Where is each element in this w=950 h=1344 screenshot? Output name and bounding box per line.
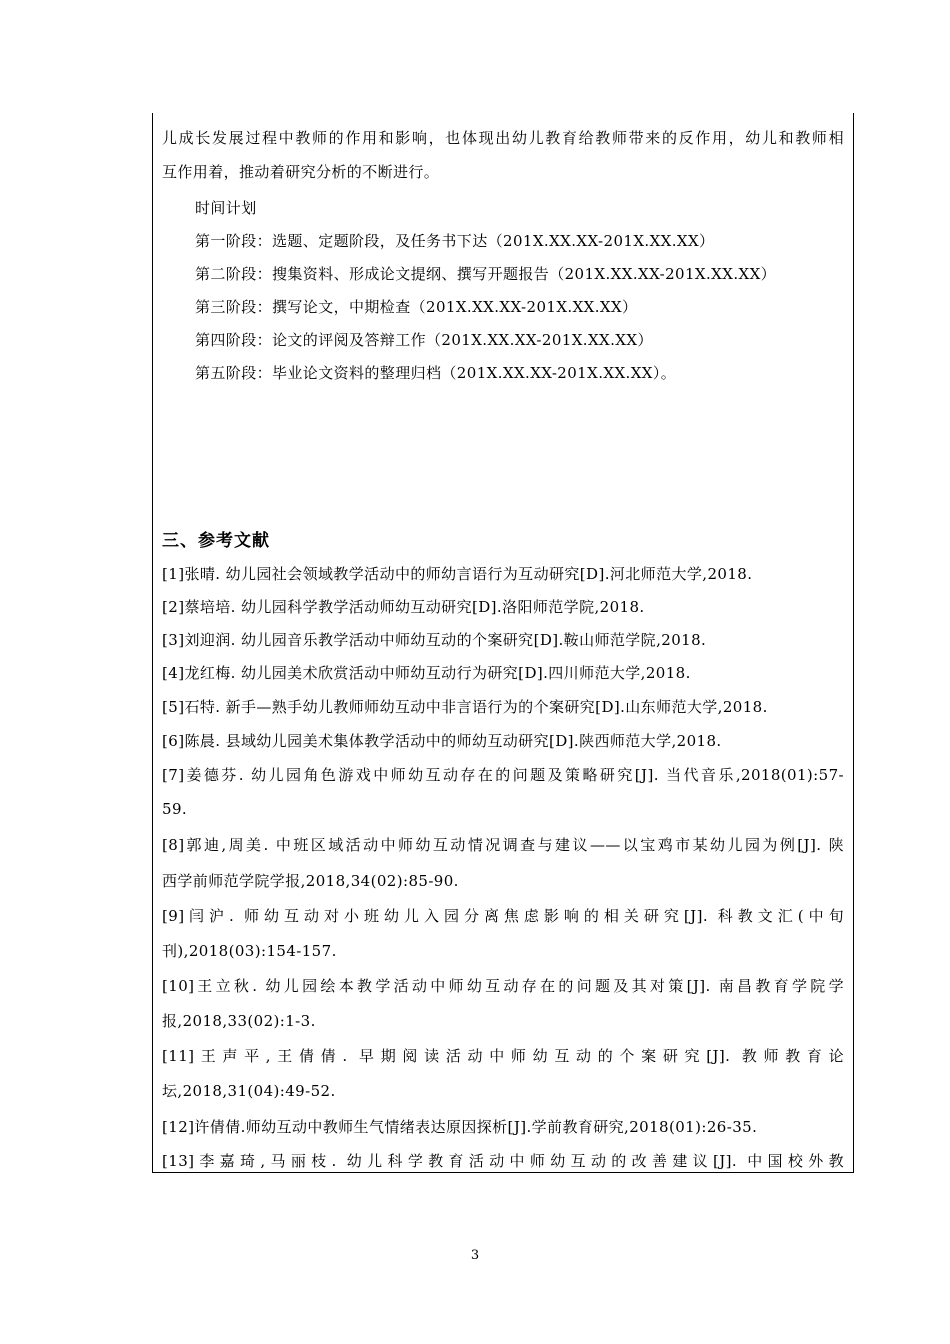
reference-line: [5]石特. 新手—熟手幼儿教师师幼互动中非言语行为的个案研究[D].山东师范大学,2018. bbox=[162, 698, 768, 716]
schedule-heading: 时间计划 bbox=[195, 199, 257, 217]
schedule-stage-2: 第二阶段：搜集资料、形成论文提纲、撰写开题报告（201X.XX.XX-201X.XX.XX） bbox=[195, 265, 777, 283]
body-text-line-2: 互作用着，推动着研究分析的不断进行。 bbox=[162, 163, 440, 181]
reference-line: 报,2018,33(02):1-3. bbox=[162, 1012, 316, 1030]
reference-line: [1]张晴. 幼儿园社会领域教学活动中的师幼言语行为互动研究[D].河北师范大学,2018. bbox=[162, 565, 753, 583]
schedule-stage-4: 第四阶段：论文的评阅及答辩工作（201X.XX.XX-201X.XX.XX） bbox=[195, 331, 653, 349]
reference-line: [13]李嘉琦,马丽枝. 幼儿科学教育活动中师幼互动的改善建议[J]. 中国校外教 bbox=[162, 1152, 844, 1170]
reference-line: [11]王声平,王倩倩. 早期阅读活动中师幼互动的个案研究[J]. 教师教育论 bbox=[162, 1047, 844, 1065]
reference-line: [9]闫沪. 师幼互动对小班幼儿入园分离焦虑影响的相关研究[J]. 科教文汇(中旬 bbox=[162, 907, 844, 925]
reference-line: [8]郭迪,周美. 中班区域活动中师幼互动情况调查与建议——以宝鸡市某幼儿园为例[J]. 陕 bbox=[162, 836, 844, 854]
reference-line: [2]蔡培培. 幼儿园科学教学活动师幼互动研究[D].洛阳师范学院,2018. bbox=[162, 598, 645, 616]
reference-line: [10]王立秋. 幼儿园绘本教学活动中师幼互动存在的问题及其对策[J]. 南昌教育学院学 bbox=[162, 977, 844, 995]
schedule-stage-3: 第三阶段：撰写论文，中期检查（201X.XX.XX-201X.XX.XX） bbox=[195, 298, 638, 316]
body-text-line-1: 儿成长发展过程中教师的作用和影响，也体现出幼儿教育给教师带来的反作用，幼儿和教师相 bbox=[162, 129, 844, 147]
reference-line: [6]陈晨. 县域幼儿园美术集体教学活动中的师幼互动研究[D].陕西师范大学,2018. bbox=[162, 732, 722, 750]
schedule-stage-1: 第一阶段：选题、定题阶段，及任务书下达（201X.XX.XX-201X.XX.XX） bbox=[195, 232, 715, 250]
reference-line: [4]龙红梅. 幼儿园美术欣赏活动中师幼互动行为研究[D].四川师范大学,2018. bbox=[162, 664, 691, 682]
reference-line: [3]刘迎润. 幼儿园音乐教学活动中师幼互动的个案研究[D].鞍山师范学院,2018. bbox=[162, 631, 707, 649]
schedule-stage-5: 第五阶段：毕业论文资料的整理归档（201X.XX.XX-201X.XX.XX）。 bbox=[195, 364, 677, 382]
reference-line: 刊),2018(03):154-157. bbox=[162, 942, 337, 960]
reference-line: 59. bbox=[162, 800, 188, 818]
references-title: 三、参考文献 bbox=[162, 531, 270, 551]
reference-line: [12]许倩倩.师幼互动中教师生气情绪表达原因探析[J].学前教育研究,2018(01):26-35. bbox=[162, 1118, 758, 1136]
reference-line: [7]姜德芬. 幼儿园角色游戏中师幼互动存在的问题及策略研究[J]. 当代音乐,2018(01):57- bbox=[162, 766, 844, 784]
reference-line: 坛,2018,31(04):49-52. bbox=[162, 1082, 336, 1100]
reference-line: 西学前师范学院学报,2018,34(02):85-90. bbox=[162, 872, 459, 890]
page-number: 3 bbox=[470, 1248, 480, 1263]
